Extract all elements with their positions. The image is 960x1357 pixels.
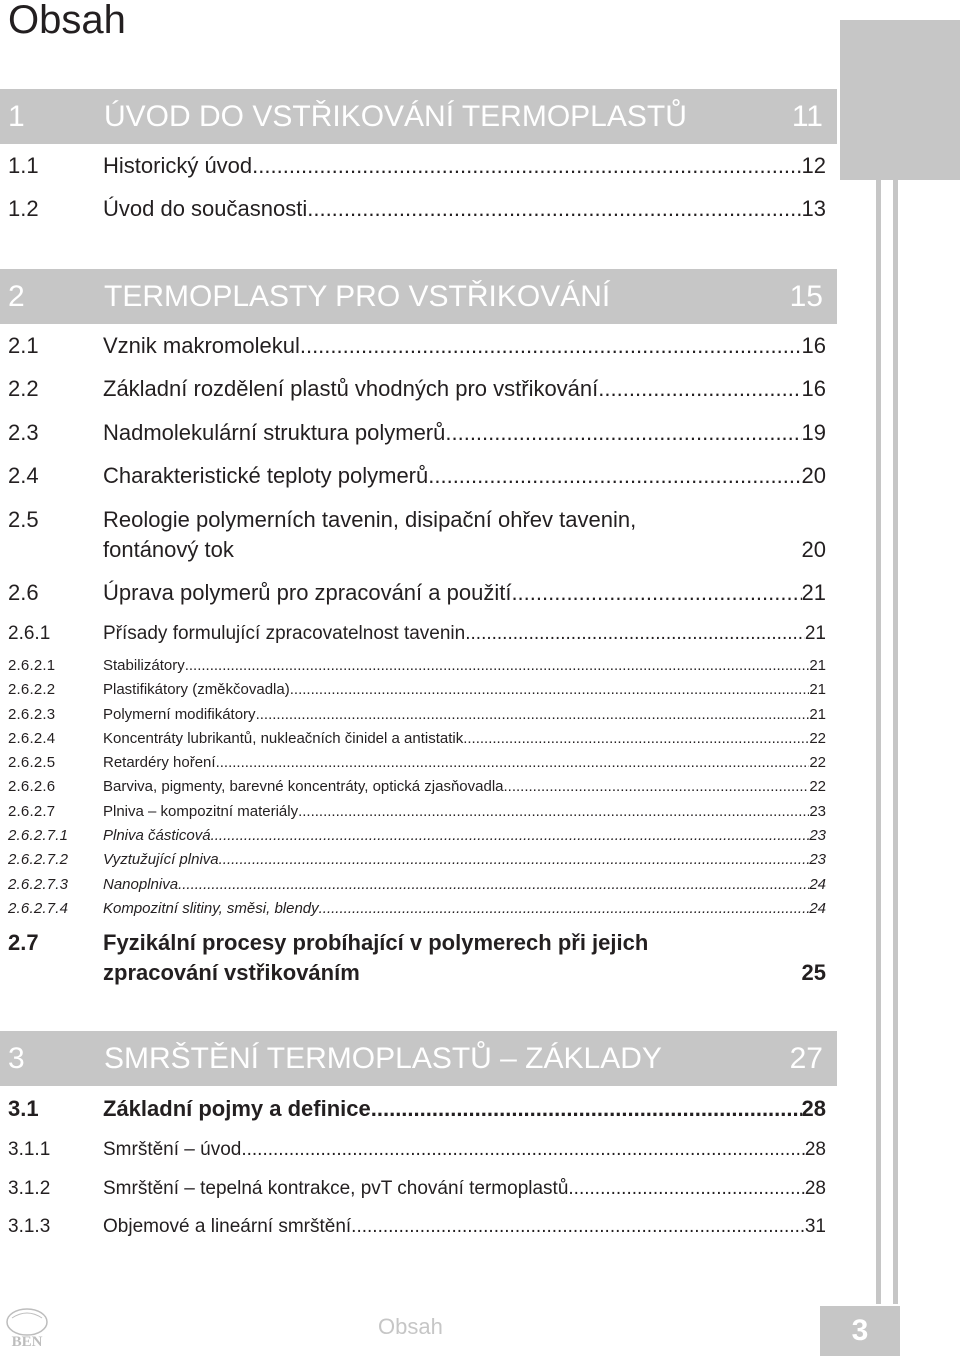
entry-page: 22 xyxy=(809,778,826,795)
entry-page: 31 xyxy=(804,1216,826,1237)
toc-entry-2-6[interactable] xyxy=(0,580,826,606)
entry-number: 2.6.2.7 xyxy=(8,803,56,820)
entry-title: Vznik makromolekul xyxy=(103,333,300,358)
entry-number: 2.6.2.6 xyxy=(8,778,56,795)
footer-title: Obsah xyxy=(378,1314,443,1339)
dot-leader xyxy=(185,656,810,676)
entry-number: 2.5 xyxy=(8,507,39,532)
dot-leader xyxy=(371,1096,802,1122)
entry-title: Nadmolekulární struktura polymerů xyxy=(103,420,446,445)
side-rule-left xyxy=(876,180,881,1304)
entry-title: Polymerní modifikátory xyxy=(103,706,256,723)
dot-leader xyxy=(319,899,810,919)
entry-number: 1.2 xyxy=(8,196,39,221)
chapter-number: 2 xyxy=(8,280,25,313)
chapter-heading-2[interactable] xyxy=(0,269,837,324)
dot-leader xyxy=(428,463,801,489)
entry-title-line1: Fyzikální procesy probíhající v polymerech při jejich xyxy=(103,930,649,955)
entry-page: 20 xyxy=(801,537,826,562)
dot-leader xyxy=(211,826,810,846)
dot-leader xyxy=(300,333,802,359)
dot-leader xyxy=(511,580,801,606)
entry-page: 21 xyxy=(809,681,826,698)
entry-title: Koncentráty lubrikantů, nukleačních činidel a antistatik xyxy=(103,730,464,747)
toc-entry-2-1[interactable] xyxy=(0,333,826,359)
entry-title: Nanoplniva xyxy=(103,876,179,893)
toc-entry-2-4[interactable] xyxy=(0,463,826,489)
toc-entry-1-2[interactable] xyxy=(0,196,826,222)
dot-leader xyxy=(216,753,810,773)
entry-number: 2.6.1 xyxy=(8,623,51,644)
dot-leader xyxy=(463,729,809,749)
entry-page: 16 xyxy=(801,333,826,358)
entry-page: 28 xyxy=(804,1139,826,1160)
toc-entry-2-6-2-5[interactable] xyxy=(0,753,826,773)
entry-title: Objemové a lineární smrštění xyxy=(103,1216,352,1237)
toc-entry-2-6-2-3[interactable] xyxy=(0,705,826,725)
side-rule-right xyxy=(893,180,898,1304)
entry-page: 28 xyxy=(801,1096,826,1121)
entry-title: Charakteristické teploty polymerů xyxy=(103,463,429,488)
entry-title: Plniva částicová xyxy=(103,827,211,844)
chapter-heading-1[interactable] xyxy=(0,89,837,144)
entry-number: 2.1 xyxy=(8,333,39,358)
entry-page: 21 xyxy=(801,580,826,605)
entry-title: Barviva, pigmenty, barevné koncentráty, optická zjasňovadla xyxy=(103,778,504,795)
entry-title: Stabilizátory xyxy=(103,657,185,674)
side-tab xyxy=(840,20,960,180)
toc-entry-2-6-2-1[interactable] xyxy=(0,656,826,676)
chapter-title: TERMOPLASTY PRO VSTŘIKOVÁNÍ xyxy=(104,280,611,313)
entry-page: 22 xyxy=(809,754,826,771)
entry-number: 2.6.2.2 xyxy=(8,681,56,698)
entry-page: 19 xyxy=(801,420,826,445)
dot-leader xyxy=(307,196,801,222)
entry-number: 2.6.2.7.4 xyxy=(8,900,69,917)
toc-entry-3-1-1[interactable] xyxy=(0,1138,826,1162)
entry-title: Historický úvod xyxy=(103,153,253,178)
entry-page: 23 xyxy=(809,851,826,868)
entry-number: 3.1.2 xyxy=(8,1178,51,1199)
chapter-number: 3 xyxy=(8,1042,25,1075)
entry-title: Smrštění – úvod xyxy=(103,1139,242,1160)
toc-entry-2-6-2-7-3[interactable] xyxy=(0,875,826,895)
dot-leader xyxy=(598,376,801,402)
entry-number: 2.6.2.5 xyxy=(8,754,56,771)
entry-title: Vyztužující plniva xyxy=(103,851,219,868)
logo-text: BEN xyxy=(11,1334,43,1350)
dot-leader xyxy=(219,850,810,870)
entry-page: 23 xyxy=(809,827,826,844)
entry-title: Plniva – kompozitní materiály xyxy=(103,803,299,820)
entry-number: 3.1.3 xyxy=(8,1216,51,1237)
dot-leader xyxy=(351,1215,805,1239)
toc-entry-3-1-3[interactable] xyxy=(0,1215,826,1239)
publisher-logo xyxy=(4,1306,50,1350)
entry-page: 25 xyxy=(801,960,826,985)
toc-entry-2-5[interactable] xyxy=(0,507,826,567)
entry-title: Základní rozdělení plastů vhodných pro vstřikování xyxy=(103,376,599,401)
toc-entry-2-2[interactable] xyxy=(0,376,826,402)
entry-title-line2: zpracování vstřikováním xyxy=(103,960,360,985)
toc-entry-3-1-2[interactable] xyxy=(0,1177,826,1201)
page-number: 3 xyxy=(851,1314,869,1347)
entry-number: 2.3 xyxy=(8,420,39,445)
entry-number: 3.1.1 xyxy=(8,1139,51,1160)
entry-title: Smrštění – tepelná kontrakce, pvT chování termoplastů xyxy=(103,1178,569,1199)
entry-number: 2.6.2.3 xyxy=(8,706,56,723)
entry-page: 16 xyxy=(801,376,826,401)
toc-entry-2-6-2-4[interactable] xyxy=(0,729,826,749)
dot-leader xyxy=(298,802,809,822)
entry-number: 2.7 xyxy=(8,930,39,955)
entry-title: Úvod do současnosti xyxy=(103,196,308,221)
entry-page: 22 xyxy=(809,730,826,747)
entry-title: Úprava polymerů pro zpracování a použití xyxy=(103,580,512,605)
chapter-number: 1 xyxy=(8,100,25,133)
entry-page: 21 xyxy=(804,623,826,644)
entry-title: Plastifikátory (změkčovadla) xyxy=(103,681,290,698)
toc-entry-2-6-2-7[interactable] xyxy=(0,802,826,822)
entry-number: 2.6.2.7.2 xyxy=(8,851,69,868)
chapter-page: 15 xyxy=(789,280,823,313)
chapter-title: ÚVOD DO VSTŘIKOVÁNÍ TERMOPLASTŮ xyxy=(104,100,687,133)
entry-number: 2.6.2.7.3 xyxy=(8,876,69,893)
entry-page: 20 xyxy=(801,463,826,488)
entry-page: 12 xyxy=(801,153,826,178)
toc-entry-2-6-2-7-1[interactable] xyxy=(0,826,826,846)
toc-entry-3-1[interactable] xyxy=(0,1096,826,1122)
dot-leader xyxy=(445,420,801,446)
entry-number: 2.6.2.7.1 xyxy=(8,827,69,844)
page-number-box xyxy=(820,1306,900,1356)
dot-leader xyxy=(252,153,801,179)
entry-page: 21 xyxy=(809,706,826,723)
entry-number: 2.4 xyxy=(8,463,39,488)
toc-entry-2-3[interactable] xyxy=(0,420,826,446)
entry-title: Přísady formulující zpracovatelnost tavenin xyxy=(103,623,466,644)
dot-leader xyxy=(178,875,809,895)
toc-entry-2-6-2-7-4[interactable] xyxy=(0,899,826,919)
toc-entry-2-7[interactable] xyxy=(0,930,826,990)
chapter-title: SMRŠTĚNÍ TERMOPLASTŮ – ZÁKLADY xyxy=(104,1042,662,1075)
entry-page: 23 xyxy=(809,803,826,820)
entry-title: Základní pojmy a definice xyxy=(103,1096,371,1121)
toc-entry-2-6-1[interactable] xyxy=(0,622,826,646)
dot-leader xyxy=(290,680,810,700)
entry-page: 13 xyxy=(801,196,826,221)
dot-leader xyxy=(241,1138,805,1162)
chapter-page: 27 xyxy=(789,1042,823,1075)
dot-leader xyxy=(465,622,805,646)
dot-leader xyxy=(256,705,810,725)
entry-title: Retardéry hoření xyxy=(103,754,216,771)
entry-page: 28 xyxy=(804,1178,826,1199)
toc-entry-2-6-2-6[interactable] xyxy=(0,777,826,797)
entry-page: 24 xyxy=(809,900,826,917)
entry-page: 24 xyxy=(809,876,826,893)
entry-number: 2.6 xyxy=(8,580,39,605)
chapter-page: 11 xyxy=(791,100,823,133)
toc-entry-2-6-2-2[interactable] xyxy=(0,680,826,700)
entry-number: 1.1 xyxy=(8,153,39,178)
entry-page: 21 xyxy=(809,657,826,674)
entry-number: 2.6.2.4 xyxy=(8,730,56,747)
entry-title-line1: Reologie polymerních tavenin, disipační ohřev tavenin, xyxy=(103,507,637,532)
entry-title: Kompozitní slitiny, směsi, blendy xyxy=(103,900,319,917)
entry-number: 2.6.2.1 xyxy=(8,657,56,674)
entry-number: 3.1 xyxy=(8,1096,39,1121)
entry-title-line2: fontánový tok xyxy=(103,537,234,562)
toc-entry-2-6-2-7-2[interactable] xyxy=(0,850,826,870)
page-title: Obsah xyxy=(8,0,126,42)
entry-number: 2.2 xyxy=(8,376,39,401)
chapter-heading-3[interactable] xyxy=(0,1031,837,1086)
toc-entry-1-1[interactable] xyxy=(0,153,826,179)
dot-leader xyxy=(504,777,810,797)
dot-leader xyxy=(568,1177,804,1201)
